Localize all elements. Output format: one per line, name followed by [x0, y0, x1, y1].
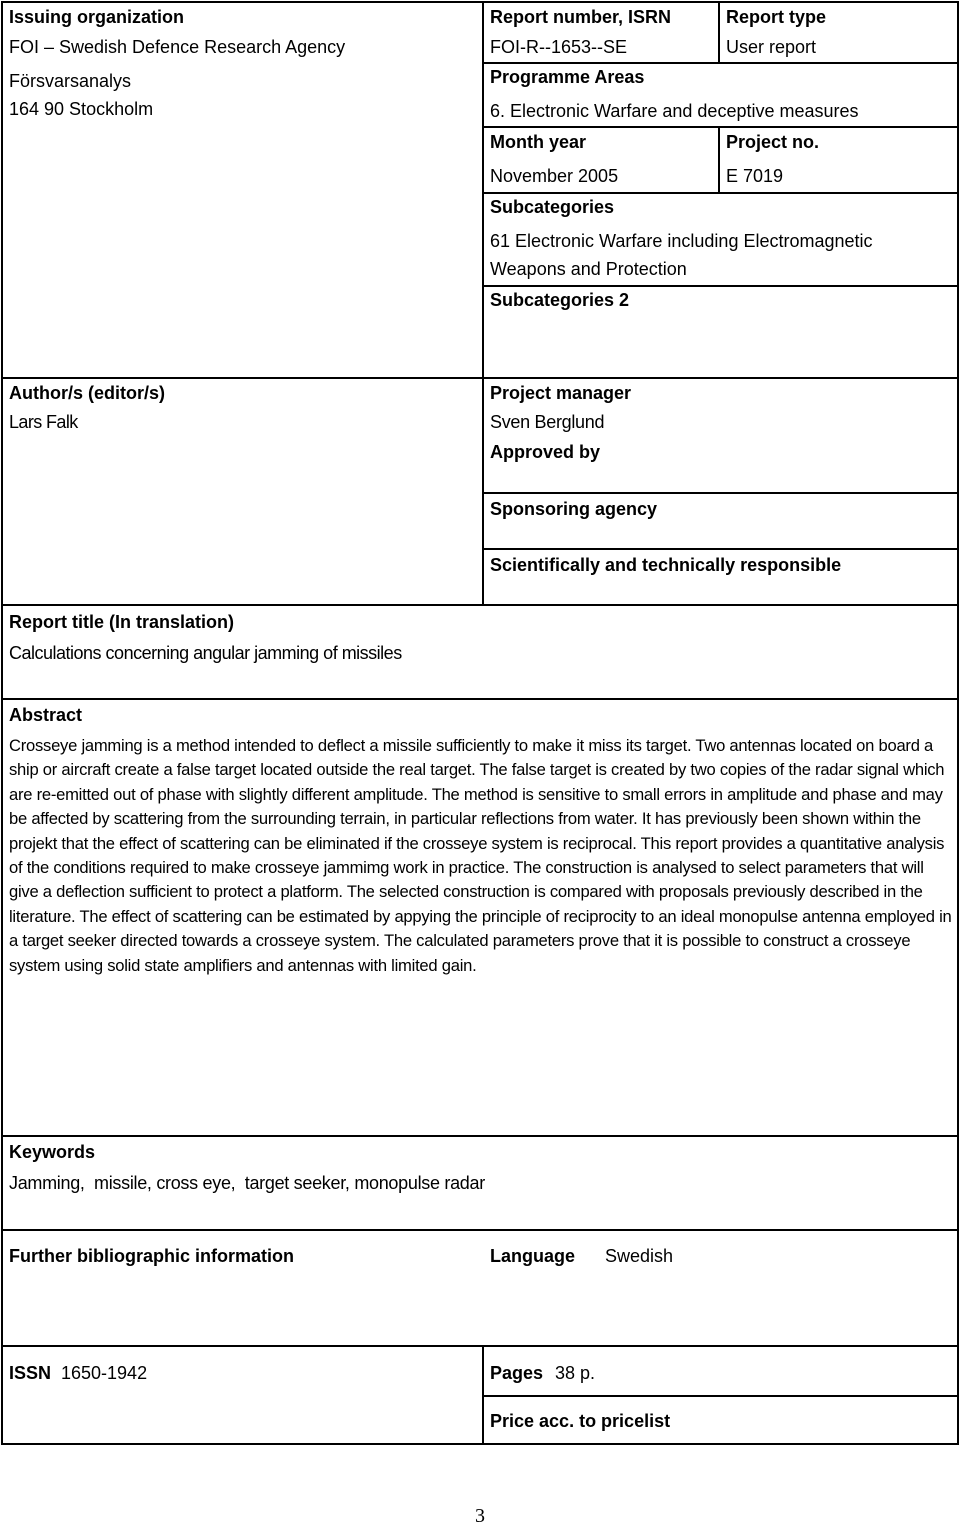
page-number: 3 — [475, 1505, 485, 1527]
issn-label: ISSN — [9, 1363, 52, 1383]
report-type-label: Report type — [726, 7, 827, 27]
rule-keywords — [1, 1135, 959, 1137]
project-manager-label: Project manager — [490, 383, 632, 403]
rule-subcat — [482, 192, 959, 194]
issuing-org-address: 164 90 Stockholm — [9, 99, 154, 119]
report-type-value: User report — [726, 37, 817, 57]
pages-value: 38 p. — [555, 1363, 596, 1383]
rule-project-no — [718, 126, 720, 194]
project-no-label: Project no. — [726, 132, 820, 152]
project-no-value: E 7019 — [726, 166, 784, 186]
price-label: Price acc. to pricelist — [490, 1411, 671, 1431]
month-year-value: November 2005 — [490, 166, 619, 186]
issuing-org-name: FOI – Swedish Defence Research Agency — [9, 37, 346, 57]
authors-label: Author/s (editor/s) — [9, 383, 165, 403]
keywords-label: Keywords — [9, 1142, 96, 1162]
subcategories-value-line2: Weapons and Protection — [490, 259, 687, 279]
rule-scientific — [482, 548, 959, 550]
rule-programme — [482, 62, 959, 64]
issuing-org-label: Issuing organization — [9, 7, 185, 27]
rule-subcat2 — [482, 285, 959, 287]
rule-sponsoring — [482, 492, 959, 494]
pages-label: Pages — [490, 1363, 544, 1383]
subcategories-value-line1: 61 Electronic Warfare including Electromagnetic — [490, 231, 873, 251]
programme-areas-label: Programme Areas — [490, 67, 645, 87]
month-year-label: Month year — [490, 132, 587, 152]
rule-issn — [1, 1345, 959, 1347]
abstract-text: Crosseye jamming is a method intended to deflect a missile sufficiently to make it miss its target. Two antennas located on board a ship or aircraft create a false target located outside the real target. The false target is created by two copies of the radar signal which are re-emitted out of phase with slightly different amplitude. The method is sensitive to small errors in amplitude and phase and may be affected by scattering from the surrounding terrain, in particular reflections from water. It has previously been shown within the projekt that the effect of scattering can be eliminated if the crosseye system is reciprocal. This report provides a quantitative analysis of the conditions required to make crosseye jammimg work in practice. The construction is analysed to select parameters that will give a deflection sufficient to protect a platform. The selected construction is compared with proposals previously described in the literature. The effect of scattering can be estimated by appying the principle of reciprocity to an ideal monopulse antenna employed in a target seeker directed towards a crosseye system. The calculated parameters prove that it is possible to construct a crosseye system using solid state amplifiers and antennas with limited gain. — [9, 736, 952, 975]
approved-by-label: Approved by — [490, 442, 601, 462]
report-title-label: Report title (In translation) — [9, 612, 234, 632]
rule-report-title — [1, 604, 959, 606]
further-biblio-label: Further bibliographic information — [9, 1246, 294, 1266]
language-label: Language — [490, 1246, 576, 1266]
rule-abstract — [1, 698, 959, 700]
rule-further — [1, 1229, 959, 1231]
keywords-value: Jamming, missile, cross eye, target seeker, monopulse radar — [9, 1173, 485, 1193]
issn-value: 1650-1942 — [61, 1363, 148, 1383]
scientific-responsible-label: Scientifically and technically responsible — [490, 555, 842, 575]
rule-report-type — [718, 1, 720, 64]
rule-middle-top — [482, 1, 484, 379]
abstract-label: Abstract — [9, 705, 83, 725]
report-number-value: FOI-R--1653--SE — [490, 37, 628, 57]
rule-authors — [1, 377, 959, 379]
rule-top — [1, 1, 959, 3]
subcategories-label: Subcategories — [490, 197, 615, 217]
language-value: Swedish — [605, 1246, 674, 1266]
issuing-org-unit: Försvarsanalys — [9, 71, 132, 91]
rule-month — [482, 126, 959, 128]
rule-bottom — [1, 1443, 959, 1445]
subcategories2-label: Subcategories 2 — [490, 290, 630, 310]
rule-price — [482, 1395, 959, 1397]
programme-areas-value: 6. Electronic Warfare and deceptive measures — [490, 101, 859, 121]
report-title-value: Calculations concerning angular jamming of missiles — [9, 643, 402, 663]
authors-value: Lars Falk — [9, 412, 78, 432]
sponsoring-agency-label: Sponsoring agency — [490, 499, 658, 519]
report-number-label: Report number, ISRN — [490, 7, 672, 27]
project-manager-value: Sven Berglund — [490, 412, 605, 432]
